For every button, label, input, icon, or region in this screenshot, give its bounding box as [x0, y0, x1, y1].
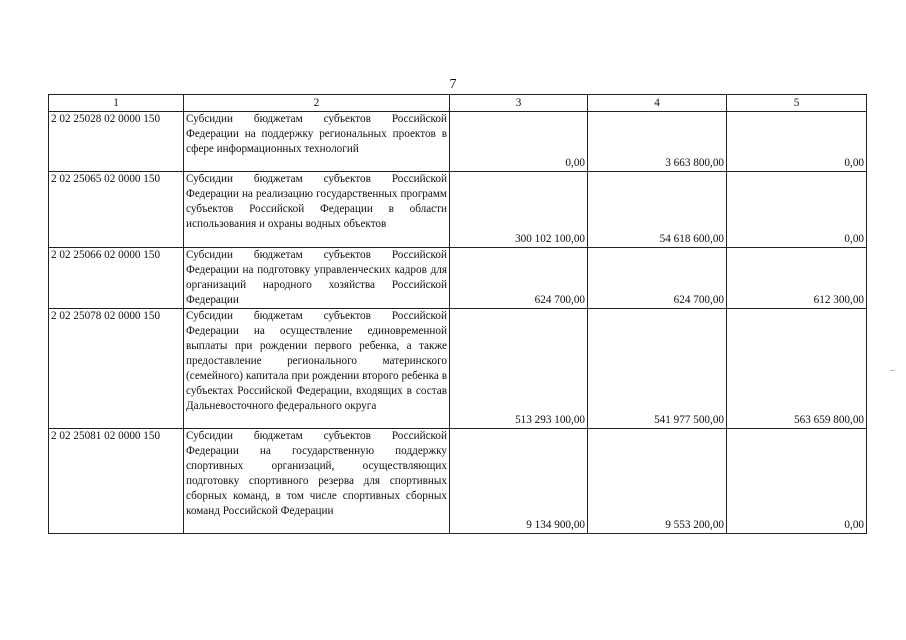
table-row [49, 429, 867, 534]
amount-col4: 624 700,00 [588, 248, 727, 309]
row-description: Субсидии бюджетам субъектов Российской Федерации на подготовку управленческих кадров для организаций народного хозяйства Российской Федерации [184, 248, 450, 309]
amount-col3: 513 293 100,00 [450, 309, 588, 429]
table-row [49, 112, 867, 172]
amount-col4: 541 977 500,00 [588, 309, 727, 429]
header-row [49, 95, 867, 112]
column-header-1: 1 [49, 95, 184, 112]
column-header-5: 5 [727, 95, 867, 112]
amount-col3: 9 134 900,00 [450, 429, 588, 534]
scan-mark [890, 370, 895, 371]
budget-table [48, 94, 867, 534]
row-description: Субсидии бюджетам субъектов Российской Федерации на поддержку региональных проектов в сфере информационных технологий [184, 112, 450, 172]
column-header-3: 3 [450, 95, 588, 112]
table-row [49, 309, 867, 429]
amount-col5: 0,00 [727, 112, 867, 172]
page-number: 7 [449, 77, 457, 92]
amount-col5: 0,00 [727, 172, 867, 248]
amount-col4: 3 663 800,00 [588, 112, 727, 172]
table-header [49, 95, 867, 112]
amount-col5: 563 659 800,00 [727, 309, 867, 429]
column-header-2: 2 [184, 95, 450, 112]
row-description: Субсидии бюджетам субъектов Российской Федерации на осуществление единовременной выплаты при рождении первого ребенка, а также предоставление регионального материнского (семейного) капитала при рождении второго ребенка в субъектах Российской Федерации, входящих в состав Дальневосточного федерального округа [184, 309, 450, 429]
amount-col3: 300 102 100,00 [450, 172, 588, 248]
budget-code: 2 02 25065 02 0000 150 [49, 172, 184, 248]
budget-code: 2 02 25066 02 0000 150 [49, 248, 184, 309]
budget-code: 2 02 25081 02 0000 150 [49, 429, 184, 534]
amount-col4: 9 553 200,00 [588, 429, 727, 534]
budget-code: 2 02 25078 02 0000 150 [49, 309, 184, 429]
column-header-4: 4 [588, 95, 727, 112]
amount-col3: 0,00 [450, 112, 588, 172]
budget-code: 2 02 25028 02 0000 150 [49, 112, 184, 172]
row-description: Субсидии бюджетам субъектов Российской Федерации на реализацию государственных программ субъектов Российской Федерации в области использования и охраны водных объектов [184, 172, 450, 248]
table-row [49, 172, 867, 248]
amount-col3: 624 700,00 [450, 248, 588, 309]
amount-col4: 54 618 600,00 [588, 172, 727, 248]
amount-col5: 612 300,00 [727, 248, 867, 309]
table-row [49, 248, 867, 309]
row-description: Субсидии бюджетам субъектов Российской Федерации на государственную поддержку спортивных организаций, осуществляющих подготовку спортивного резерва для спортивных сборных команд, в том числе спортивных сборных команд Российской Федерации [184, 429, 450, 534]
amount-col5: 0,00 [727, 429, 867, 534]
table-body [49, 112, 867, 534]
